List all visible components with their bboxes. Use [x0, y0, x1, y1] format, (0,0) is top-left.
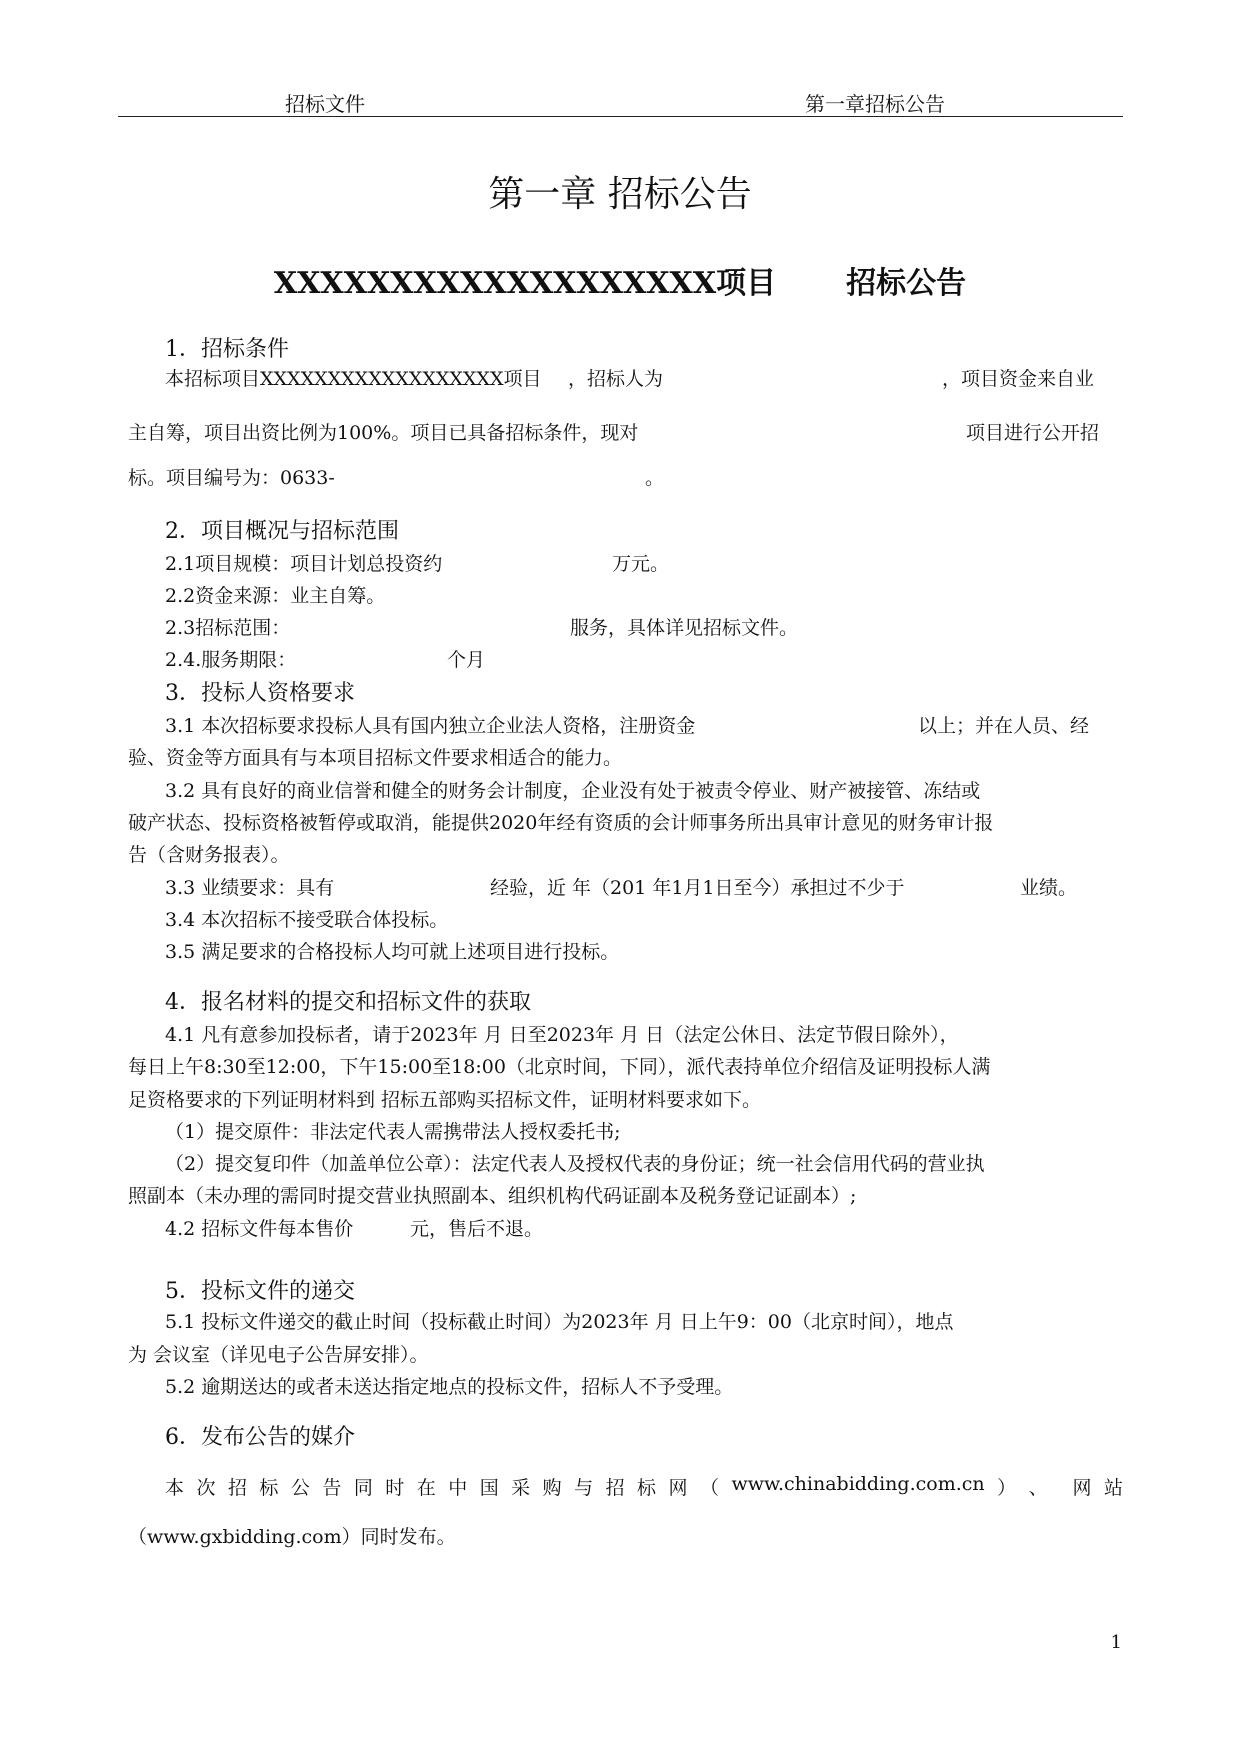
s6-w16: 网: [668, 1477, 688, 1499]
section-1-heading: 1．招标条件: [165, 337, 289, 362]
s1-line3a: 标。项目编号为：0633-: [128, 467, 335, 489]
page-title: 第一章 招标公告: [488, 174, 752, 215]
s6-w10: 国: [479, 1477, 499, 1499]
s3-line2: 验、资金等方面具有与本项目招标文件要求相适合的能力。: [128, 747, 623, 769]
s1-line2b: 项目进行公开招: [966, 422, 1100, 444]
s3-line8: 3.5 满足要求的合格投标人均可就上述项目进行投标。: [165, 941, 620, 963]
section-2-heading: 2．项目概况与招标范围: [165, 519, 399, 544]
s6-w1: 次: [196, 1477, 216, 1499]
s4-line6: 照副本（未办理的需同时提交营业执照副本、组织机构代码证副本及税务登记证副本）;: [128, 1185, 857, 1207]
s6-w17: （: [699, 1477, 719, 1499]
s4-line2: 每日上午8:30至12:00，下午15:00至18:00（北京时间，下同），派代表持单位介绍信及证明投标人满: [128, 1056, 991, 1078]
s6-w9: 中: [448, 1477, 468, 1499]
s3-line3: 3.2 具有良好的商业信誉和健全的财务会计制度，企业没有处于被责令停业、财产被接管、冻结或: [165, 780, 981, 802]
s5-line3: 5.2 逾期送达的或者未送达指定地点的投标文件，招标人不予受理。: [165, 1376, 734, 1398]
section-3-heading: 3．投标人资格要求: [165, 681, 355, 706]
s6-line2: （www.gxbidding.com）同时发布。: [128, 1526, 456, 1548]
s1-line1a: 本招标项目XXXXXXXXXXXXXXXXXX项目: [165, 368, 542, 390]
s6-w20: 、: [1028, 1477, 1048, 1499]
s6-w15: 标: [637, 1477, 657, 1499]
s6-w8: 在: [416, 1477, 436, 1499]
header-right: 第一章招标公告: [805, 92, 945, 116]
notice-label: 招标公告: [846, 266, 967, 301]
project-name: XXXXXXXXXXXXXXXXXXX项目: [273, 266, 777, 301]
section-6-heading: 6．发布公告的媒介: [165, 1425, 355, 1450]
s1-line1c: ，项目资金来自业: [942, 368, 1095, 390]
section-5-heading: 5．投标文件的递交: [165, 1279, 355, 1304]
s5-line2: 为 会议室（详见电子公告屏安排）。: [128, 1344, 429, 1366]
s6-w6: 同: [353, 1477, 373, 1499]
s1-line3b: 。: [645, 467, 665, 489]
s4-line7b: 元，售后不退。: [410, 1218, 544, 1240]
s3-line1b: 以上；并在人员、经: [918, 715, 1090, 737]
s2-line3a: 2.3招标范围：: [165, 617, 291, 639]
s6-w3: 标: [259, 1477, 279, 1499]
s3-line6b: 经验，近 年（201 年1月1日至今）承担过不少于: [490, 877, 905, 899]
s6-url-chinabidding: www.chinabidding.com.cn: [731, 1473, 985, 1495]
s4-line5: （2）提交复印件（加盖单位公章）：法定代表人及授权代表的身份证；统一社会信用代码的营业执: [165, 1153, 985, 1175]
s1-line1b: ，招标人为: [568, 368, 664, 390]
header-rule: [118, 116, 1123, 117]
header-left: 招标文件: [285, 92, 365, 116]
s3-line7: 3.4 本次招标不接受联合体投标。: [165, 909, 449, 931]
s4-line1: 4.1 凡有意参加投标者，请于2023年 月 日至2023年 月 日（法定公休日、法定节假日除外），: [165, 1024, 959, 1046]
s6-w11: 采: [511, 1477, 531, 1499]
project-title: [0, 258, 1240, 302]
s6-w2: 招: [227, 1477, 247, 1499]
s3-line4: 破产状态、投标资格被暂停或取消，能提供2020年经有资质的会计师事务所出具审计意见的财务审计报: [128, 812, 994, 834]
s6-w13: 与: [574, 1477, 594, 1499]
s2-line4b: 个月: [447, 649, 486, 671]
s2-line1b: 万元。: [612, 553, 670, 575]
s6-w12: 购: [542, 1477, 562, 1499]
s3-line6a: 3.3 业绩要求：具有: [165, 877, 335, 899]
section-4-heading: 4．报名材料的提交和招标文件的获取: [165, 990, 531, 1015]
s4-line7a: 4.2 招标文件每本售价: [165, 1218, 354, 1240]
s4-line4: （1）提交原件：非法定代表人需携带法人授权委托书;: [165, 1121, 621, 1143]
s6-line1: [165, 1473, 1123, 1500]
s2-line2: 2.2资金来源：业主自筹。: [165, 585, 386, 607]
s6-w5: 告: [322, 1477, 342, 1499]
s6-w0: 本: [165, 1477, 185, 1499]
s4-line3: 足资格要求的下列证明材料到 招标五部购买招标文件，证明材料要求如下。: [128, 1089, 762, 1111]
s3-line1a: 3.1 本次招标要求投标人具有国内独立企业法人资格，注册资金: [165, 715, 696, 737]
s6-w23: 站: [1103, 1477, 1123, 1499]
page-number: 1: [1110, 1632, 1122, 1653]
s2-line4a: 2.4.服务期限：: [165, 649, 297, 671]
s6-w19: ）: [997, 1477, 1017, 1499]
s6-w7: 时: [385, 1477, 405, 1499]
s6-w4: 公: [290, 1477, 310, 1499]
s3-line6c: 业绩。: [1020, 877, 1078, 899]
s5-line1: 5.1 投标文件递交的截止时间（投标截止时间）为2023年 月 日上午9：00（北京时间），地点: [165, 1311, 954, 1333]
s1-line2a: 主自筹，项目出资比例为100%。项目已具备招标条件，现对: [128, 422, 639, 444]
s3-line5: 告（含财务报表）。: [128, 844, 290, 866]
s2-line3b: 服务，具体详见招标文件。: [570, 617, 799, 639]
s6-w14: 招: [605, 1477, 625, 1499]
s6-w22: 网: [1072, 1477, 1092, 1499]
s2-line1a: 2.1项目规模：项目计划总投资约: [165, 553, 443, 575]
